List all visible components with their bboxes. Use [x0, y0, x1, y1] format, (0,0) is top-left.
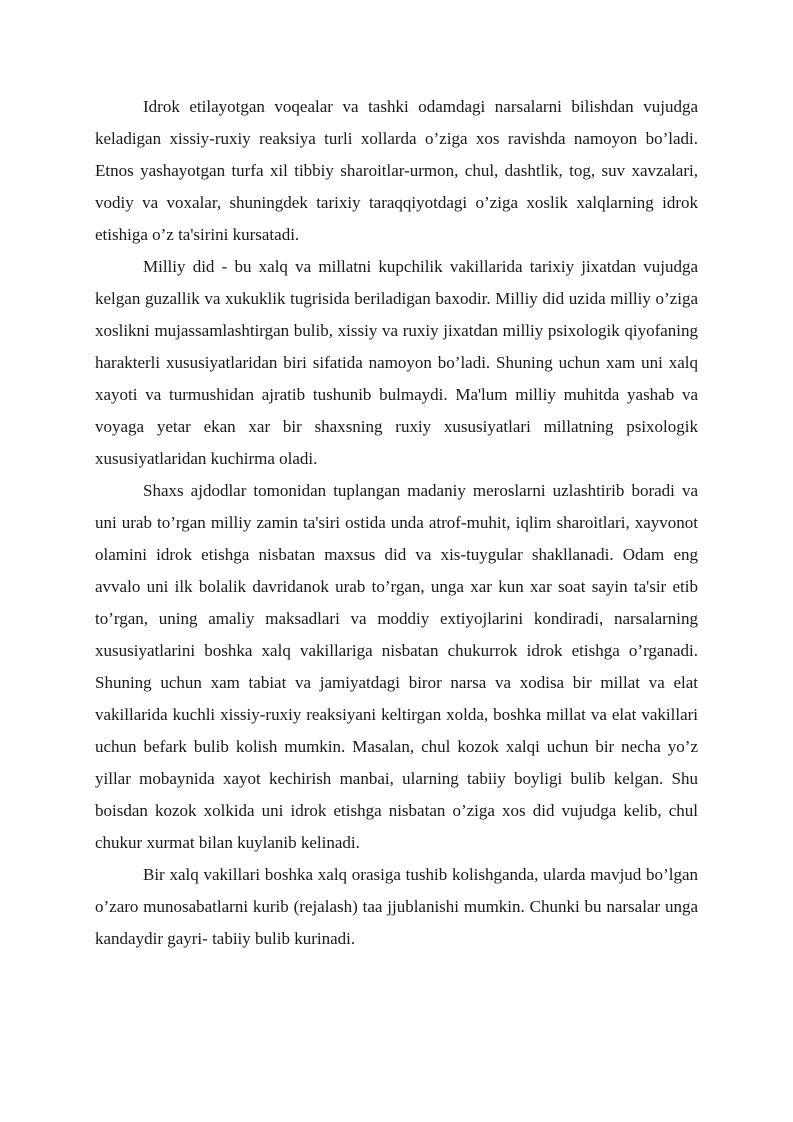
paragraph-bir-xalq: Bir xalq vakillari boshka xalq orasiga tushib kolishganda, ularda mavjud bo’lgan o’zaro munosabatlarni kurib (rejalash) taa jjublanishi mumkin. Chunki bu narsalar unga kandaydir gayri- tabiiy bulib kurinadi.: [95, 865, 698, 948]
paragraph-idrok: Idrok etilayotgan voqealar va tashki odamdagi narsalarni bilishdan vujudga keladigan xissiy-ruxiy reaksiya turli xollarda o’ziga xos ravishda namoyon bo’ladi. Etnos yashayotgan turfa xil tibbiy sharoitlar-urmon, chul, dashtlik, tog, suv xavzalari, vodiy va voxalar, shuningdek tarixiy taraqqiyotdagi o’ziga xoslik xalqlarning idrok etishiga o’z ta'sirini kursatadi.: [95, 97, 698, 244]
document-body: [95, 91, 698, 955]
paragraph-shaxs: Shaxs ajdodlar tomonidan tuplangan madaniy meroslarni uzlashtirib boradi va uni urab to’rgan milliy zamin ta'siri ostida unda atrof-muhit, iqlim sharoitlari, xayvonot olamini idrok etishga nisbatan maxsus did va xis-tuygular shakllanadi. Odam eng avvalo uni ilk bolalik davridanok urab to’rgan, unga xar kun xar soat sayin ta'sir etib to’rgan, uning amaliy maksadlari va moddiy extiyojlarini kondiradi, narsalarning xususiyatlarini boshka xalq vakillariga nisbatan chukurrok idrok etishga o’rganadi. Shuning uchun xam tabiat va jamiyatdagi biror narsa va xodisa bir millat va elat vakillarida kuchli xissiy-ruxiy reaksiyani keltirgan xolda, boshka millat va elat vakillari uchun befark bulib kolish mumkin. Masalan, chul kozok xalqi uchun bir necha yo’z yillar mobaynida xayot kechirish manbai, ularning tabiiy boyligi bulib kelgan. Shu boisdan kozok xolkida uni idrok etishga nisbatan o’ziga xos did vujudga kelib, chul chukur xurmat bilan kuylanib kelinadi.: [95, 481, 698, 852]
paragraph-milliy-did: Milliy did - bu xalq va millatni kupchilik vakillarida tarixiy jixatdan vujudga kelgan guzallik va xukuklik tugrisida beriladigan baxodir. Milliy did uzida milliy o’ziga xoslikni mujassamlashtirgan bulib, xissiy va ruxiy jixatdan milliy psixologik qiyofaning harakterli xususiyatlaridan biri sifatida namoyon bo’ladi. Shuning uchun xam uni xalq xayoti va turmushidan ajratib tushunib bulmaydi. Ma'lum milliy muhitda yashab va voyaga yetar ekan xar bir shaxsning ruxiy xususiyatlari millatning psixologik xususiyatlaridan kuchirma oladi.: [95, 257, 698, 468]
